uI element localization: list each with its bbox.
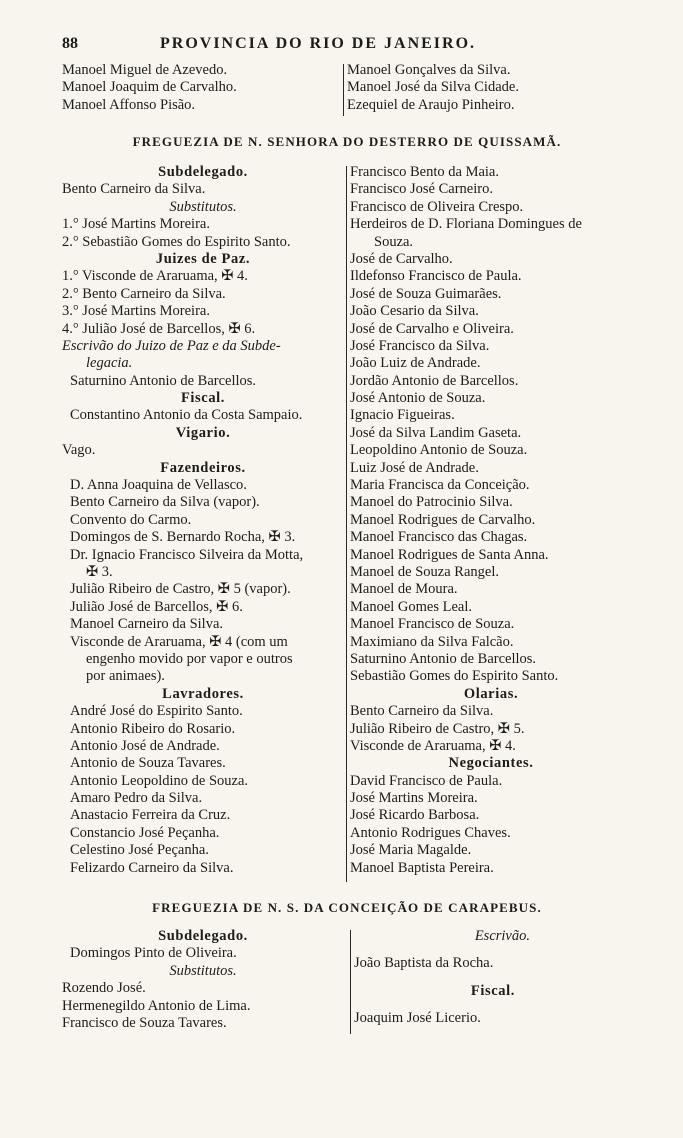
list-item: David Francisco de Paula. <box>350 772 503 789</box>
list-item: Manoel Joaquim de Carvalho. <box>62 79 237 96</box>
list-item: Visconde de Araruama, ✠ 4 (com um <box>70 633 288 650</box>
list-item: 3.° José Martins Moreira. <box>62 303 210 320</box>
list-item: Manoel Carneiro da Silva. <box>70 616 224 633</box>
spacer <box>354 945 630 955</box>
section2-left-column <box>62 928 344 1032</box>
list-item: Antonio de Souza Tavares. <box>70 755 226 772</box>
list-item: José de Carvalho. <box>350 250 453 267</box>
role-heading: Substitutos. <box>169 198 237 215</box>
column-divider <box>343 64 344 116</box>
spacer <box>354 973 630 983</box>
role-heading: Escrivão. <box>474 928 530 944</box>
list-item: Julião Ribeiro de Castro, ✠ 5. <box>350 720 525 737</box>
column-divider <box>346 166 347 882</box>
list-item: 1.° Visconde de Araruama, ✠ 4. <box>62 268 248 285</box>
list-item: por animaes). <box>86 668 165 685</box>
role-heading: Vigario. <box>175 424 231 441</box>
top-right-column <box>347 62 637 114</box>
list-item: João Baptista da Rocha. <box>354 955 494 972</box>
list-item: Antonio Ribeiro do Rosario. <box>70 720 236 737</box>
list-item: Leopoldino Antonio de Souza. <box>350 442 528 459</box>
list-item: Celestino José Peçanha. <box>70 842 209 859</box>
list-item: Maria Francisca da Conceição. <box>350 477 530 494</box>
list-item: José Martins Moreira. <box>350 790 478 807</box>
list-item: José da Silva Landim Gaseta. <box>350 424 522 441</box>
list-item: Amaro Pedro da Silva. <box>70 790 203 807</box>
role-heading: Juizes de Paz. <box>155 250 251 267</box>
list-item: 2.° Sebastião Gomes do Espirito Santo. <box>62 233 291 250</box>
list-item: Convento do Carmo. <box>70 511 192 528</box>
role-heading: Fiscal. <box>470 982 515 999</box>
list-item: Ezequiel de Araujo Pinheiro. <box>347 96 515 113</box>
list-item: Ignacio Figueiras. <box>350 407 455 424</box>
list-item: José Maria Magalde. <box>350 842 472 859</box>
spacer <box>354 1000 630 1010</box>
list-item: Luiz José de Andrade. <box>350 459 479 476</box>
list-item: Francisco José Carneiro. <box>350 181 493 198</box>
list-item: Manoel Rodrigues de Carvalho. <box>350 511 536 528</box>
section1-right-column <box>350 164 632 877</box>
role-heading: Olarias. <box>463 685 519 702</box>
list-item: Manoel de Moura. <box>350 581 458 598</box>
list-item: ✠ 3. <box>86 563 113 580</box>
top-left-column <box>62 62 332 114</box>
list-item: José Francisco da Silva. <box>350 337 490 354</box>
page-title: PROVINCIA DO RIO DE JANEIRO. <box>160 35 477 52</box>
list-item: André José do Espirito Santo. <box>70 703 243 720</box>
list-item: José Antonio de Souza. <box>350 390 486 407</box>
role-heading: Subdelegado. <box>158 164 248 180</box>
list-item: Ildefonso Francisco de Paula. <box>350 268 522 285</box>
list-item: Maximiano da Silva Falcão. <box>350 633 514 650</box>
list-item: Hermenegildo Antonio de Lima. <box>62 997 251 1014</box>
list-item: João Cesario da Silva. <box>350 303 479 320</box>
list-item: Francisco de Oliveira Crespo. <box>350 198 524 215</box>
list-item: Anastacio Ferreira da Cruz. <box>70 807 231 824</box>
list-item: Julião Ribeiro de Castro, ✠ 5 (vapor). <box>70 581 291 598</box>
role-heading: Fazendeiros. <box>160 459 246 476</box>
list-item: Manoel Rodrigues de Santa Anna. <box>350 546 549 563</box>
list-item: Saturnino Antonio de Barcellos. <box>70 372 257 389</box>
list-item: Domingos de S. Bernardo Rocha, ✠ 3. <box>70 529 296 546</box>
list-item: Domingos Pinto de Oliveira. <box>70 945 237 962</box>
list-item: Manoel Francisco de Souza. <box>350 616 515 633</box>
section-heading-quissama: FREGUEZIA DE N. SENHORA DO DESTERRO DE QUISSAMÃ. <box>132 134 562 149</box>
list-item: Jordão Antonio de Barcellos. <box>350 372 519 389</box>
list-item: Manoel do Patrocinio Silva. <box>350 494 513 511</box>
list-item: Constantino Antonio da Costa Sampaio. <box>70 407 303 424</box>
role-heading: Lavradores. <box>162 685 244 702</box>
role-heading: Subdelegado. <box>158 928 248 944</box>
section1-left-column <box>62 164 344 877</box>
list-item: José Ricardo Barbosa. <box>350 807 480 824</box>
list-item: Francisco de Souza Tavares. <box>62 1014 227 1031</box>
list-item: Joaquim José Licerio. <box>354 1010 481 1027</box>
list-item: Antonio Rodrigues Chaves. <box>350 824 511 841</box>
list-item: Souza. <box>374 233 414 250</box>
list-item: Manoel Gonçalves da Silva. <box>347 62 511 78</box>
list-item: Manoel Affonso Pisão. <box>62 96 196 113</box>
list-item: José de Carvalho e Oliveira. <box>350 320 514 337</box>
list-item: D. Anna Joaquina de Vellasco. <box>70 477 247 494</box>
section-heading-carapebus: FREGUEZIA DE N. S. DA CONCEIÇÃO DE CARAPEBUS. <box>152 900 542 915</box>
list-item: Manoel Miguel de Azevedo. <box>62 62 228 78</box>
list-item: João Luiz de Andrade. <box>350 355 481 372</box>
role-heading: Escrivão do Juizo de Paz e da Subde- <box>62 337 281 354</box>
list-item: Antonio Leopoldino de Souza. <box>70 772 249 789</box>
list-item: Manoel José da Silva Cidade. <box>347 79 519 96</box>
list-item: Bento Carneiro da Silva. <box>350 703 494 720</box>
list-item: Herdeiros de D. Floriana Domingues de <box>350 216 582 233</box>
list-item: Saturnino Antonio de Barcellos. <box>350 650 537 667</box>
list-item: Constancio José Peçanha. <box>70 824 220 841</box>
list-item: 1.° José Martins Moreira. <box>62 216 210 233</box>
list-item: Manoel Baptista Pereira. <box>350 859 494 876</box>
section2-right-column <box>354 928 630 1028</box>
list-item: engenho movido por vapor e outros <box>86 650 293 667</box>
role-heading: legacia. <box>86 355 133 372</box>
list-item: 4.° Julião José de Barcellos, ✠ 6. <box>62 320 256 337</box>
role-heading: Negociantes. <box>448 755 534 772</box>
role-heading: Substitutos. <box>169 962 237 979</box>
list-item: Sebastião Gomes do Espirito Santo. <box>350 668 559 685</box>
list-item: Julião José de Barcellos, ✠ 6. <box>70 598 243 615</box>
list-item: Manoel Gomes Leal. <box>350 598 473 615</box>
running-header <box>62 35 622 55</box>
list-item: Antonio José de Andrade. <box>70 737 220 754</box>
page-number: 88 <box>62 35 78 52</box>
list-item: Felizardo Carneiro da Silva. <box>70 859 234 876</box>
list-item: Vago. <box>62 442 96 459</box>
list-item: Francisco Bento da Maia. <box>350 164 499 180</box>
role-heading: Fiscal. <box>180 390 226 407</box>
list-item: Bento Carneiro da Silva (vapor). <box>70 494 260 511</box>
list-item: Bento Carneiro da Silva. <box>62 181 206 198</box>
list-item: Manoel de Souza Rangel. <box>350 563 499 580</box>
list-item: Rozendo José. <box>62 980 146 997</box>
list-item: 2.° Bento Carneiro da Silva. <box>62 285 226 302</box>
list-item: Dr. Ignacio Francisco Silveira da Motta, <box>70 546 304 563</box>
list-item: Manoel Francisco das Chagas. <box>350 529 528 546</box>
list-item: Visconde de Araruama, ✠ 4. <box>350 737 516 754</box>
list-item: José de Souza Guimarães. <box>350 285 502 302</box>
column-divider <box>350 930 351 1034</box>
